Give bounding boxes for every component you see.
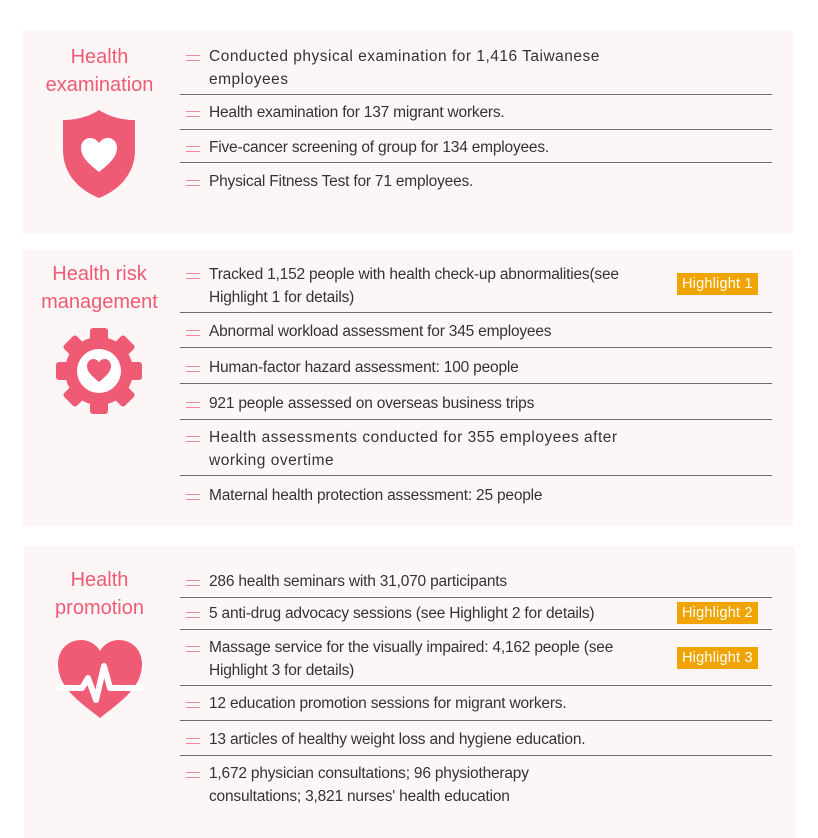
dash-bullet-icon	[186, 180, 200, 186]
dash-bullet-icon	[186, 330, 200, 336]
divider	[180, 383, 772, 384]
dash-bullet-icon	[186, 273, 200, 279]
list-item-text: Human-factor hazard assessment: 100 people	[209, 359, 519, 376]
highlight-badge[interactable]: Highlight 2	[677, 602, 758, 624]
dash-bullet-icon	[186, 612, 200, 618]
dash-bullet-icon	[186, 111, 200, 117]
list-item-text: 286 health seminars with 31,070 participants	[209, 573, 507, 590]
divider	[180, 755, 772, 756]
list-item-text: 13 articles of healthy weight loss and hygiene education.	[209, 731, 586, 748]
dash-bullet-icon	[186, 494, 200, 500]
dash-bullet-icon	[186, 436, 200, 442]
highlight-badge[interactable]: Highlight 1	[677, 273, 758, 295]
list-item-text: Massage service for the visually impaired: 4,162 people (see Highlight 3 for details)	[209, 639, 614, 679]
section-health-risk-management	[22, 250, 793, 526]
highlight-badge[interactable]: Highlight 3	[677, 647, 758, 669]
divider	[180, 94, 772, 95]
divider	[180, 475, 772, 476]
section-health-promotion	[24, 546, 795, 838]
section-title: Health risk management	[41, 263, 158, 313]
list-item-text: Maternal health protection assessment: 25 people	[209, 487, 543, 504]
dash-bullet-icon	[186, 772, 200, 778]
divider	[180, 312, 772, 313]
dash-bullet-icon	[186, 366, 200, 372]
list-item-text: 5 anti-drug advocacy sessions (see Highlight 2 for details)	[209, 605, 595, 622]
list-item-text: Health examination for 137 migrant workers.	[209, 104, 505, 121]
divider	[180, 129, 772, 130]
heart-gear-icon	[54, 326, 144, 421]
section-title: Health promotion	[55, 569, 144, 619]
dash-bullet-icon	[186, 146, 200, 152]
list-item-text: Health assessments conducted for 355 employees after working overtime	[209, 429, 618, 469]
dash-bullet-icon	[186, 646, 200, 652]
divider	[180, 419, 772, 420]
divider	[180, 597, 772, 598]
list-item-text: 1,672 physician consultations; 96 physiotherapy consultations; 3,821 nurses' health education	[209, 765, 529, 805]
list-item-text: 921 people assessed on overseas business trips	[209, 395, 535, 412]
divider	[180, 629, 772, 630]
divider	[180, 720, 772, 721]
dash-bullet-icon	[186, 402, 200, 408]
divider	[180, 162, 772, 163]
divider	[180, 347, 772, 348]
list-item-text: Conducted physical examination for 1,416 Taiwanese employees	[209, 48, 600, 88]
section-title: Health examination	[45, 46, 154, 96]
list-item-text: 12 education promotion sessions for migrant workers.	[209, 695, 567, 712]
list-item-text: Tracked 1,152 people with health check-up abnormalities(see Highlight 1 for details)	[209, 266, 619, 306]
dash-bullet-icon	[186, 702, 200, 708]
dash-bullet-icon	[186, 738, 200, 744]
dash-bullet-icon	[186, 580, 200, 586]
divider	[180, 685, 772, 686]
section-health-examination	[22, 31, 793, 233]
heart-pulse-icon	[54, 636, 146, 725]
list-item-text: Physical Fitness Test for 71 employees.	[209, 173, 474, 190]
list-item-text: Abnormal workload assessment for 345 employees	[209, 323, 552, 340]
list-item-text: Five-cancer screening of group for 134 employees.	[209, 139, 549, 156]
heart-shield-icon	[61, 108, 137, 205]
dash-bullet-icon	[186, 55, 200, 61]
